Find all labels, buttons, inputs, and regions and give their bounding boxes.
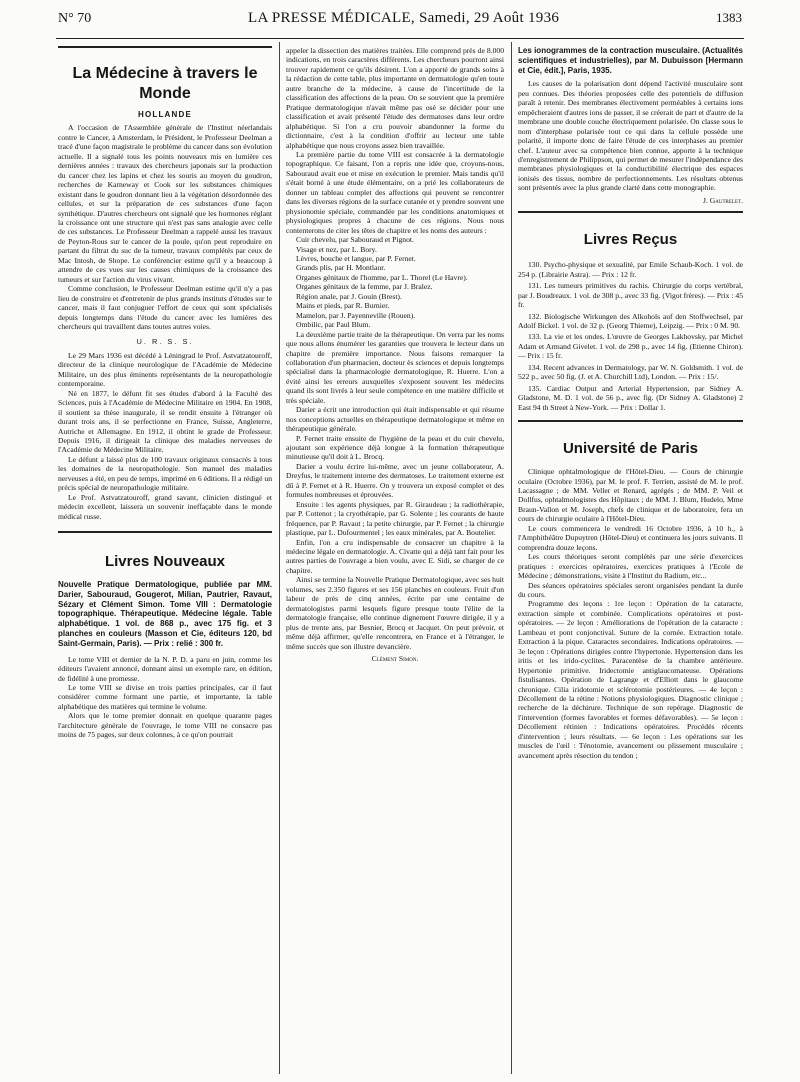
review-paragraph: Darier a voulu écrire lui-même, avec un jeune collaborateur, A. Dreyfus, le traitement interne des dermatoses. Le traitement externe est dû à P. Fernet et à R. Huerre. On y trouvera un exposé complet et des formules nombreuses et éprouvées. [286,461,504,500]
header-rule [56,38,744,39]
list-item: Ombilic, par Paul Blum. [296,320,371,330]
list-item: Cuir chevelu, par Sabouraud et Pignot. [296,235,414,245]
review-paragraph: La deuxième partie traite de la thérapeutique. On verra par les noms que nous allons énumérer les garanties que trouvera le lecteur dans un chapitre de première importance. Nous faisons remarquer la collaboration d'un pharmacien, docteur ès sciences et depuis longtemps spécialisé dans la pharmacologie dermatologique, R. Huerre. L'on a évité ainsi les erreurs auxquelles s'exposent souvent les médecins quand ils sont livrés à leur seule compétence en une matière difficile et très spéciale. [286,329,504,405]
review-paragraph: Darier a écrit une introduction qui était indispensable et qui résume nos conceptions actuelles en thérapeutique dermatologique et même en thérapeutique générale. [286,405,504,434]
received-book-entry: 135. Cardiac Output and Arterial Hypertension, par Sidney A. Gladstone, M. D. 1 vol. de 56 p., avec fig. (Dr Sidney A. Gladstone) 2 East 94 th Street à New-York. — Prix : Dollar 1. [518,383,743,412]
article-paragraph: Le défunt a laissé plus de 100 travaux originaux consacrés à tous les domaines de la neuropathologie. Son manuel des maladies nerveuses a été, en peu de temps, imprimé en 6 éditions. Il a rédigé un précis spécial de neuropathologie militaire. [58,454,272,493]
list-item: Lèvres, bouche et langue, par P. Fernet. [296,253,416,263]
list-item: Organes génitaux de la femme, par J. Bralez. [296,282,433,292]
section-title-universite: Université de Paris [562,440,699,458]
review-paragraph: Enfin, l'on a cru indispensable de consacrer un chapitre à la médecine légale en dermatologie. A. Civatte qui a déjà tant fait pour les autres parties de l'ouvrage a bien voulu, avec E. Sidi, se charger de ce chapitre. [286,537,504,575]
journal-title: LA PRESSE MÉDICALE, Samedi, 29 Août 1936 [248,10,560,26]
announcement-paragraph: Des séances opératoires spéciales seront organisées pendant la durée du cours. [518,580,743,599]
announcement-lead: Clinique ophtalmologique de l'Hôtel-Dieu. — Cours de chirurgie oculaire (Octobre 1936), par M. le prof. F. Terrien, assisté de M. le prof. Lacassagne ; de MM. Veller et Renard, agrégés ; de MM. P. Veil et Dollfus, ophtalmologistes des Hôpitaux ; de MM. J. Blum, Hudelo, Mme Braun-Vallon et M. Joseph, chefs de clinique et de laboratoire, fera un cours de chirurgie oculaire à l'Hôtel-Dieu. [518,467,743,524]
review-paragraph: Le tome VIII et dernier de la N. P. D. a paru en juin, comme les éditeurs l'avaient annoncé, donnant ainsi un exemple rare, en édition, de fidélité à une promesse. [58,654,272,683]
issue-number: N° 70 [58,11,92,26]
section-title-livres-recus: Livres Reçus [583,231,678,249]
review-paragraph: Ainsi se termine la Nouvelle Pratique Dermatologique, avec ses huit volumes, ses 2.350 figures et ses 156 planches en couleurs. Fruit d'un labeur de près de cinq années, écrite par une centaine de dermatologistes parmi lesquels figure presque toute l'élite de la dermatologie française, elle continue dignement l'œuvre dirigée, il y a plus de trente ans, par Besnier, Brocq et Jacquet. On peut prévoir, et même déjà affirmer, qu'elle rencontrera, en France et à l'étranger, le même succès que son illustre devancière. [286,575,504,651]
received-book-entry: 133. La vie et les ondes. L'œuvre de Georges Lakhovsky, par Michel Adam et Armand Givelet. 1 vol. de 298 p., avec 14 fig. (Etienne Chiron). — Prix : 15 fr. [518,332,743,361]
review-paragraph: La première partie du tome VIII est consacrée à la dermatologie topographique. Ce faisant, l'on a repris une idée que, croyons-nous, Sabouraud avait eue et mise en exécution le premier. Mais tandis qu'il s'était borné à une étude élémentaire, on a prié les collaborateurs de donner un tableau complet des affections qui peuvent se rencontrer dans les diverses régions de la surface cutanée et y prendre souvent une physionomie spéciale, commandée par les conditions anatomiques et physiologiques propres à chacune de ces régions. Nous nous contenterons de citer les têtes de chapitre et les noms des auteurs : [286,149,504,235]
article-paragraph: Comme conclusion, le Professeur Deelman estime qu'il n'y a pas lieu de construire et d'entretenir de plus grands instituts d'études sur le cancer, mais il faut conjuguer l'effort de ceux qui sont spécialisés depuis longtemps dans l'étude du cancer avec les lumières des chercheurs qui travaillent dans toutes autres voies. [58,284,272,331]
review-paragraph: Ensuite : les agents physiques, par R. Giraudeau ; la radiothérapie, par P. Cottenot ; la cryothérapie, par G. Solente ; les courants de haute fréquence, par P. Ravaut ; la petite chirurgie, par P. Fernet ; la chirurgie plastique, par L. Dufourmentel ; les eaux minérales, par A. Boutelier. [286,499,504,538]
book-entry-title: Nouvelle Pratique Dermatologique, publiée par MM. Darier, Sabouraud, Gougerot, Milian, Pautrier, Ravaut, Sézary et Clément Simon. Tome VIII : Dermatologie topographique. Thérapeutique. Médecine légale. Table alphabétique. 1 vol. de 868 p., avec 175 fig. et 3 planches en couleurs (Masson et Cie, éditeurs 120, bd Saint-Germain, Paris). — Prix : relié : 300 fr. [58,580,272,648]
section-rule [518,211,743,213]
column-divider [279,42,280,1074]
received-book-entry: 134. Recent advances in Dermatology, par W. N. Goldsmith. 1 vol. de 522 p., avec 50 fig. (J. et A. Churchill Ltd), London. — Prix : 15/. [518,362,743,382]
article-paragraph: A l'occasion de l'Assemblée générale de l'Institut néerlandais contre le Cancer, à Amsterdam, le Président, le Professeur Deelman a tracé d'une façon magistrale le problème du cancer dans son évolution actuelle. Il a signalé tous les points nouveaux mis en lumière ces dernières années : travaux des chercheurs japonais sur la production du cancer chez les lapins et chez les souris au moyen du goudron, recherches de Karneway et Cook sur les substances chimiques existant dans le goudron donnant lieu à la végétation désordonnée des cellules, et sur la préparation de ces substances d'une façon synthétique. D'autres chercheurs ont signalé que les hormones réglant la croissance ont une structure qui n'est pas sans analogie avec celle de ces substances. Le Professeur Deelman a rappelé aussi les travaux de Peyton-Rous sur le cancer de la poule, qu'on peut reproduire en partant du filtrat du suc de la tumeur, travaux complétés par ceux de Mac Intosh, de Shope. Le conférencier estime qu'il y a beaucoup à attendre de ces vues sur les causes chimiques de la croissance des tumeurs et sur l'action du virus vivant. [58,123,272,284]
column-3 [518,46,743,1074]
country-heading-urss: U. R. S. S. [136,337,194,347]
received-book-entry: 131. Les tumeurs primitives du rachis. Chirurgie du corps vertébral, par J. Boudreaux. 1 vol. de 308 p., avec 33 fig. (Vigot frères). — Prix : 45 fr. [518,281,743,310]
announcement-paragraph: Les cours théoriques seront complétés par une série d'exercices pratiques : exercices opératoires, exercices pratiques à l'Ecole de Médecine ; démonstrations, visite à l'Institut du Radium, etc... [518,552,743,581]
received-book-entry: 132. Biologische Wirkungen des Alkohols auf den Stoffwechsel, par Adolf Bickel. 1 vol. de 32 p. (Georg Thieme), Leipzig. — Prix : 0 M. 90. [518,311,743,330]
section-title-livres-nouveaux: Livres Nouveaux [104,553,226,571]
list-item: Organes génitaux de l'homme, par L. Thorel (Le Havre). [296,272,468,282]
article-paragraph: Le 29 Mars 1936 est décédé à Léningrad le Prof. Astvatzatouroff, directeur de la clinique neurologique de l'Académie de Médecine Militaire, un des plus éminents représentants de la neuropathologie contemporaine. [58,350,272,389]
article-paragraph: Né en 1877, le défunt fit ses études d'abord à la Faculté des Sciences, puis à l'Académie de Médecine Militaire en 1904. En 1908, il soutient sa thèse inaugurale, il se rendit ensuite à l'étranger où durant trois ans, il se perfectionne en France, Suisse, Angleterre, Autriche et Allemagne. En 1912, il obtint le grade de Professeur. Depuis 1916, il dirigeait la clinique des maladies nerveuses de l'Académie de Médecine Militaire. [58,388,272,455]
review-signature: Clément Simon. [371,654,419,663]
country-heading-hollande: HOLLANDE [137,110,193,119]
section-rule [58,531,272,533]
chapter-list [296,235,504,330]
section-rule [518,420,743,422]
review-paragraph: Les causes de la polarisation dont dépend l'activité musculaire sont peu connues. Des théories proposées celle des potentiels de diffusion paraît à retenir. Des membranes électivement perméables à certains ions empêcheraient d'autres ions de passer, il se créerait de part et d'autre de la membrane une double couche électriquement polarisée. On classe sous le nom d'interphase polarisée tout ce qui dans la cellule possède une polarité, il importe donc de faire l'étude de ces interphases au premier chef. L'auteur avec sa compétence bien connue, apporte à la technique d'enregistrement de Philippson, qui permet de mesurer l'indépendance des membranes physiologiques et la conductibilité électrique des espaces ionisés des tissus, nombre de perfectionnements. Les résultats obtenus sont présentés avec la plus grande clarté dans cette monographie. [518,79,743,193]
review-paragraph: Le tome VIII se divise en trois parties principales, car il faut considérer comme formant une partie, et importante, la table alphabétique des matières qui termine le volume. [58,682,272,711]
review-paragraph: P. Fernet traite ensuite de l'hygiène de la peau et du cuir chevelu, ajoutant son expérience déjà longue à la formation thérapeutique minutieuse qu'il doit à L. Brocq. [286,433,504,462]
received-book-entry: 130. Psycho-physique et sexualité, par Emile Schaub-Koch. 1 vol. de 254 p. (Librairie Astra). — Prix : 12 fr. [518,260,743,279]
list-item: Région anale, par J. Gouin (Brest). [296,291,402,301]
page-number: 1383 [716,10,742,25]
column-divider [511,42,512,1074]
column-1 [58,46,272,1074]
list-item: Mamelon, par J. Payenneville (Rouen). [296,310,416,320]
page-header [58,10,742,36]
list-item: Visage et nez, par L. Bory. [296,244,377,254]
review-signature: J. Gautrelet. [703,195,743,205]
announcement-paragraph: Programme des leçons : 1re leçon : Opération de la cataracte, extraction simple et combinée. Complications opératoires et post-opératoires. — 2e leçon : Améliorations de l'opération de la cataracte : Lambeau et pont conjonctival. Suture de la cornée. Extraction totale. Extraction à la pique. Cataractes secondaires. Indications opératoires. — 3e leçon : Opérations dirigées contre l'hypertonie. Hypertension dans les iritis et les irido-cyclites. Paracentèse de la chambre antérieure. Hypertonie primitive. Iridectomie antiglaucomateuse. Opérations fistulisantes. Opération de Lagrange et d'Elliott dans le glaucome chronique. Cilia iridotomie et sclérotomie postérieures. — 4e leçon : Décollement de la rétine : Notions physiologiques. Diagnostic clinique ; recherche de la déchirure. Technique de son repérage. Diagnostic de l'intervention (formes favorables et formes défavorables). — 5e leçon : Décollement rétinien : Indications opératoires. Procédés récents d'intervention ; leurs résultats. — 6e leçon : Les opérations sur les muscles de l'œil : Ténotomie, avancement ou plissement musculaire ; avancement après résection du tendon ; [518,599,743,760]
announcement-paragraph: Le cours commencera le vendredi 16 Octobre 1936, à 10 h., à l'Amphithéâtre Dupuytren (Hôtel-Dieu) et continuera les jours suivants. Il comprendra douze leçons. [518,523,743,552]
review-paragraph: Alors que le tome premier donnait en quelque quarante pages l'architecture générale de l'ouvrage, le tome VIII ne consacre pas moins de 75 pages, sur deux colonnes, à ce qu'on pourrait [58,711,272,740]
review-paragraph: appeler la dissection des matières traitées. Elle comprend près de 8.000 indications, en trois caractères différents. Les chercheurs pourront ainsi trouver rapidement ce qu'ils désirent. L'on a apporté de grands soins à la rédaction de cette table, plus importante en dermatologie qu'en toute autre branche de la médecine, à cause de l'incertitude de la classification des affections de la peau. On se souvient que la première Pratique dermatologique n'avait même pas osé se décider pour une classification et avait présenté l'étude des dermatoses dans leur ordre alphabétique. Si l'on a cru pouvoir abandonner la forme du dictionnaire, c'est à la condition d'offrir au lecteur une table alphabétique que nous croyons assez bien travaillée. [286,46,504,150]
section-title-medecine: La Médecine à travers le Monde [72,65,258,102]
list-item: Mains et pieds, par R. Burnier. [296,301,390,311]
article-paragraph: Le Prof. Astvatzatouroff, grand savant, clinicien distingué et médecin excellent, laissera un souvenir ineffaçable dans le monde médical russe. [58,492,272,521]
book-entry-title: Les ionogrammes de la contraction musculaire. (Actualités scientifiques et industrielles), par M. Dubuisson [Hermann et Cie, édit.], Paris, 1935. [518,46,743,75]
list-item: Grands plis, par H. Montlaur. [296,263,386,273]
column-2 [286,46,504,1074]
